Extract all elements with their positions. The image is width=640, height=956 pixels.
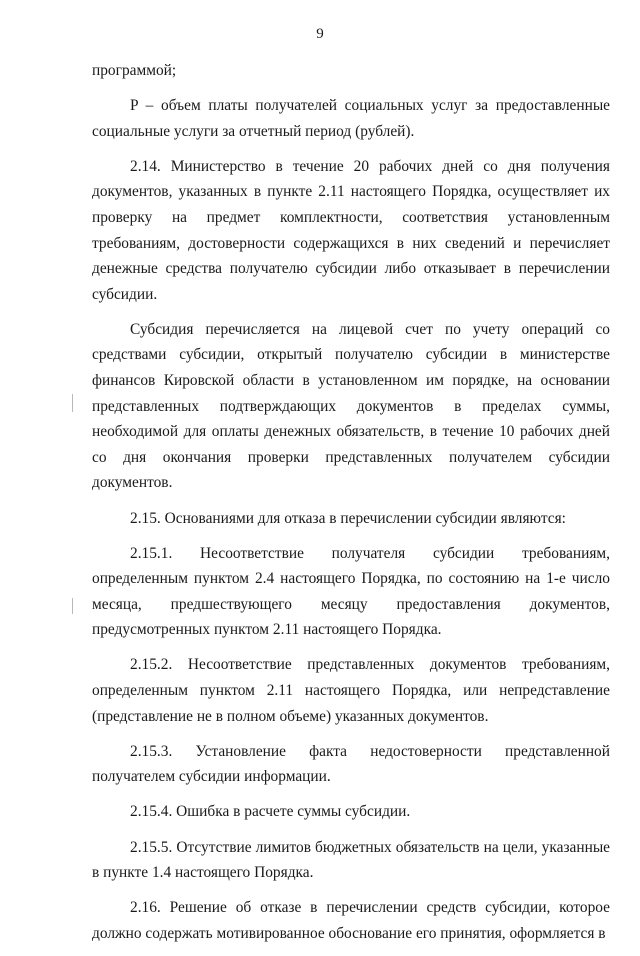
page-number: 9 [316,26,324,42]
paragraph-2-16: 2.16. Решение об отказе в перечислении средств субсидии, которое должно содержать мотивированное обоснование его принятия, оформляется в [92,899,610,942]
paragraph-continuation: программой; [92,62,177,79]
paragraph-2-15-5: 2.15.5. Отсутствие лимитов бюджетных обязательств на цели, указанные в пункте 1.4 настоящего Порядка. [92,838,610,882]
paragraph-2-15-4: 2.15.4. Ошибка в расчете суммы субсидии. [130,803,411,821]
paragraph-2-15-1: 2.15.1. Несоответствие получателя субсидии требованиям, определенным пунктом 2.4 настоящего Порядка, по состоянию на 1-е число месяца, предшествующего месяцу предоставления документов, предусмотренных пунктом 2.11 настоящего Порядка. [92,544,610,639]
paragraph-2-15: 2.15. Основаниями для отказа в перечислении субсидии являются: [130,509,566,527]
paragraph-2-15-3: 2.15.3. Установление факта недостоверности представленной получателем субсидии информации. [92,742,610,786]
document-body [92,58,610,956]
paragraph-formula-definition: P – объем платы получателей социальных услуг за предоставленные социальные услуги за отчетный период (рублей). [92,97,610,140]
paragraph-subsidy-transfer: Субсидия перечисляется на лицевой счет по учету операций со средствами субсидии, открытый получателю субсидии в министерстве финансов Кировской области в установленном им порядке, на основании представленных подтверждающих документов в пределах суммы, необходимой для оплаты денежных обязательств, в течение 10 рабочих дней со дня окончания проверки представленных получателем субсидии документов. [92,320,610,492]
margin-mark [72,394,73,412]
paragraph-2-15-2: 2.15.2. Несоответствие представленных документов требованиям, определенным пунктом 2.11 настоящего Порядка, или непредставление (представление не в полном объеме) указанных документов. [92,656,610,725]
margin-mark [72,598,73,614]
paragraph-2-14: 2.14. Министерство в течение 20 рабочих дней со дня получения документов, указанных в пункте 2.11 настоящего Порядка, осуществляет их проверку на предмет комплектности, соответствия установленным требованиям, достоверности содержащихся в них сведений и перечисляет денежные средства получателю субсидии либо отказывает в перечислении субсидии. [92,157,610,303]
